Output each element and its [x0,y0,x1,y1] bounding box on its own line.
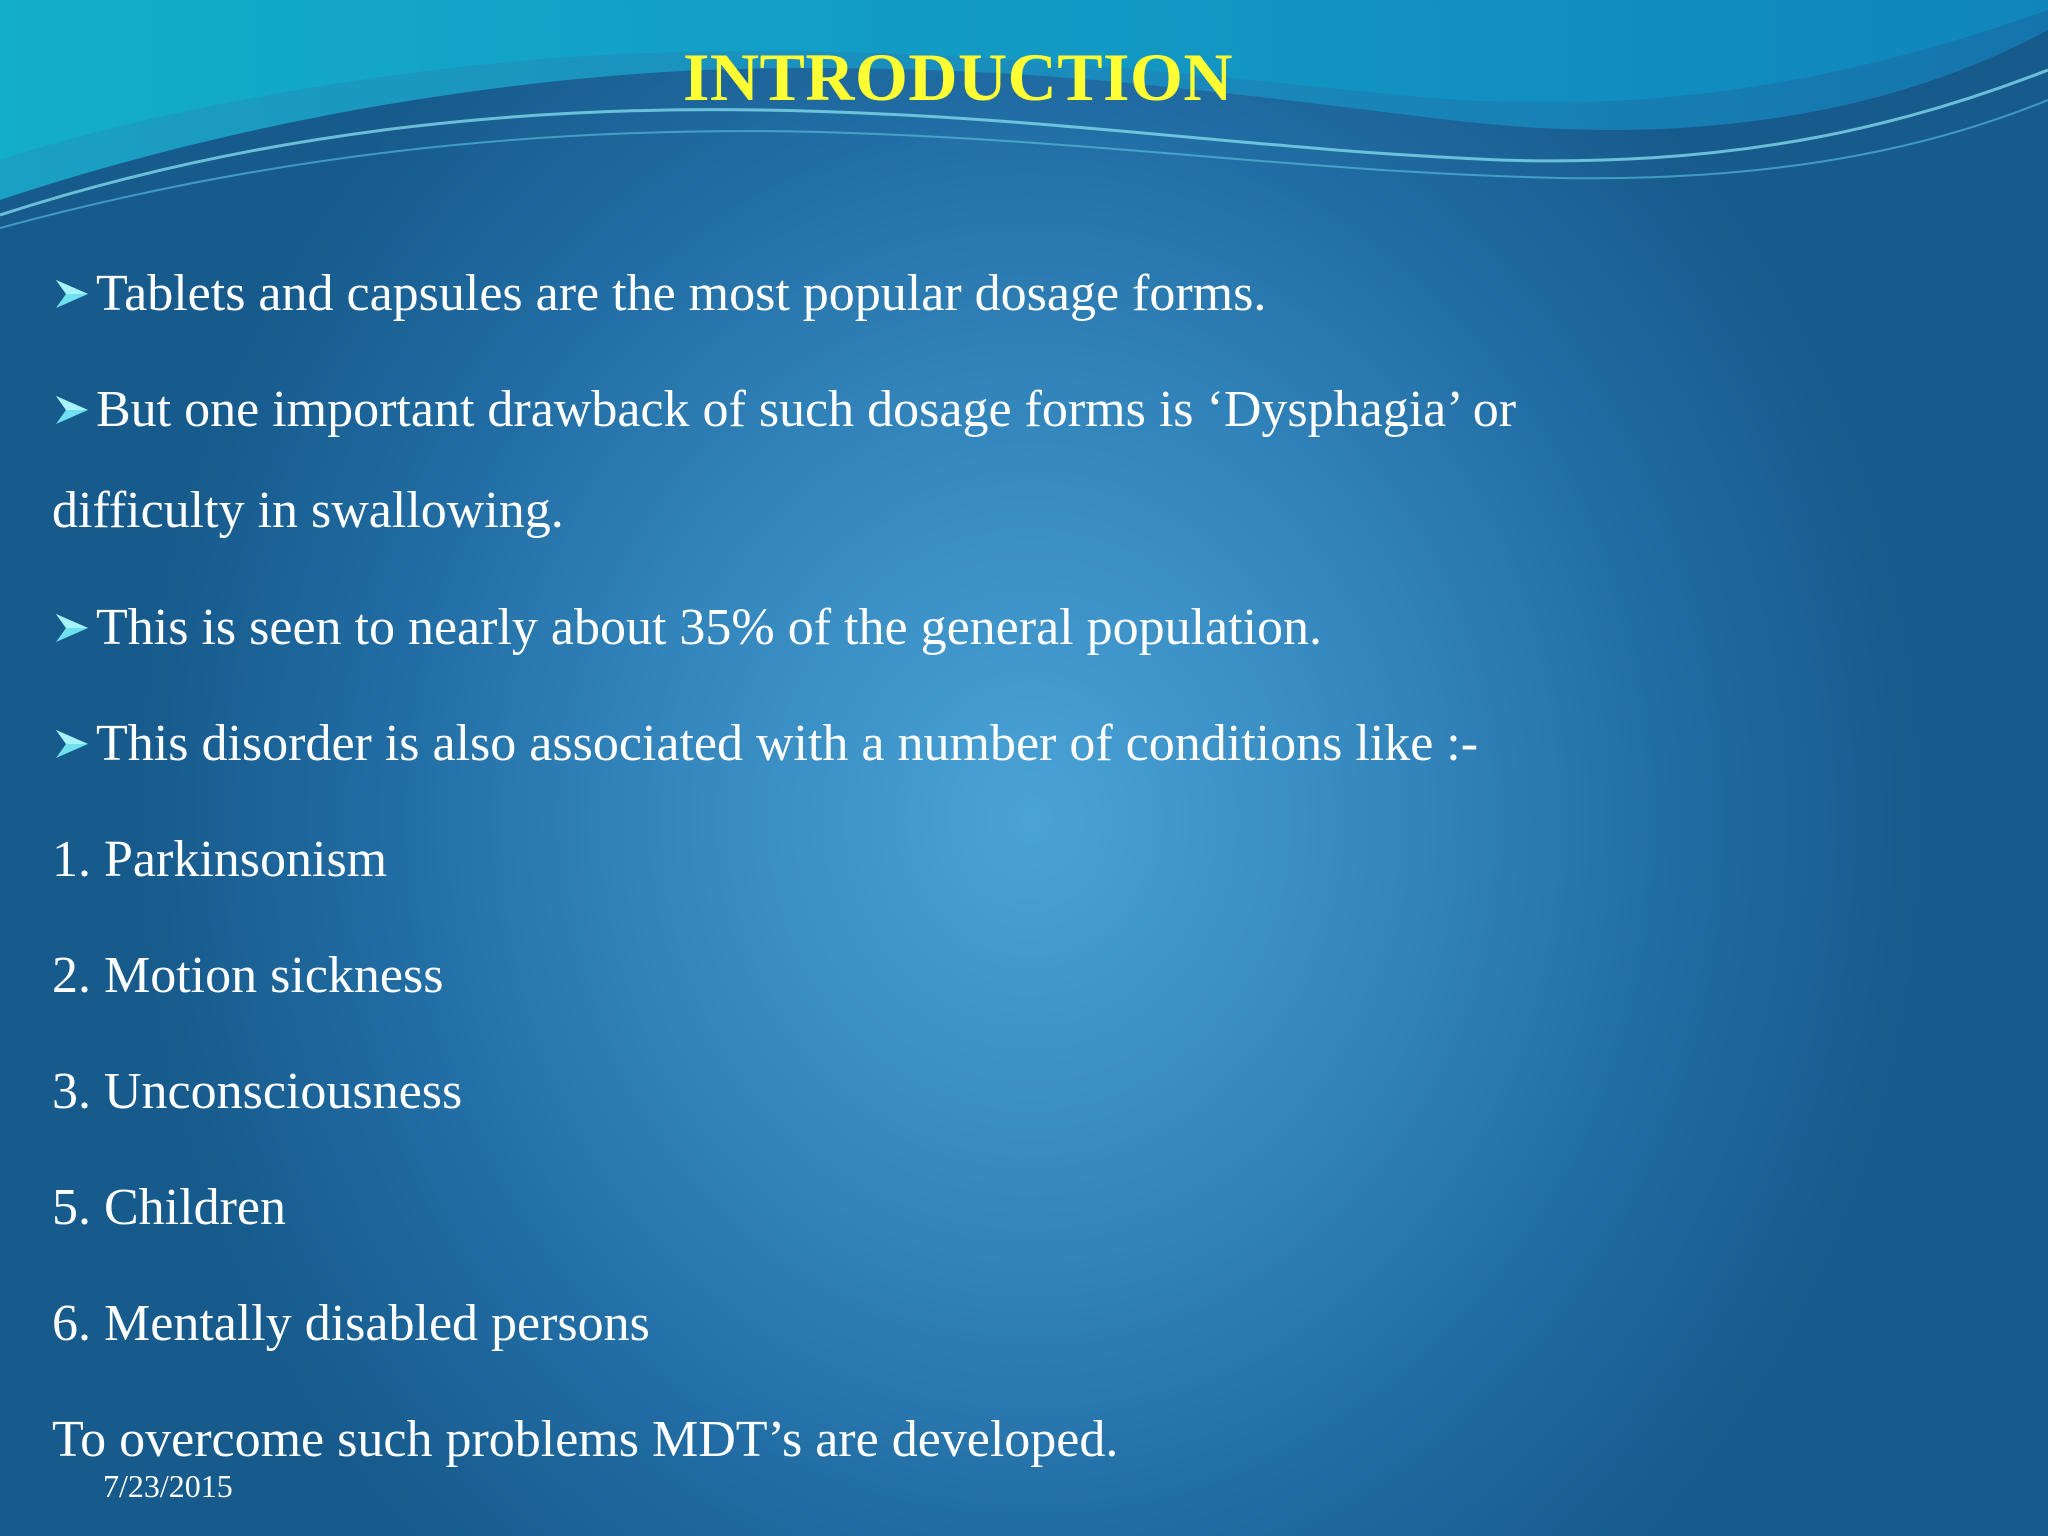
arrow-bullet-icon [52,610,92,646]
slide-date: 7/23/2015 [103,1468,233,1504]
bullet-text: Tablets and capsules are the most popular dosage forms. [96,265,1267,322]
bullet-text: This is seen to nearly about 35% of the general population. [96,599,1323,656]
bullet-item-2 [52,381,1517,438]
arrow-bullet-icon [52,276,92,312]
arrow-bullet-icon [52,726,92,762]
bullet-item-4 [52,715,1479,772]
bullet-continuation: difficulty in swallowing. [52,482,564,539]
arrow-bullet-icon [52,392,92,428]
bullet-item-1 [52,265,1267,322]
slide-title: INTRODUCTION [682,39,1234,115]
condition-item-5: 6. Mentally disabled persons [52,1295,650,1352]
condition-item-2: 2. Motion sickness [52,947,444,1004]
condition-item-4: 5. Children [52,1179,286,1236]
bullet-text: But one important drawback of such dosage forms is ‘Dysphagia’ or [96,381,1517,438]
condition-item-1: 1. Parkinsonism [52,831,388,888]
bullet-item-3 [52,599,1323,656]
condition-item-3: 3. Unconsciousness [52,1063,463,1120]
bullet-text: This disorder is also associated with a number of conditions like :- [96,715,1479,772]
conclusion-text: To overcome such problems MDT’s are developed. [52,1411,1119,1468]
